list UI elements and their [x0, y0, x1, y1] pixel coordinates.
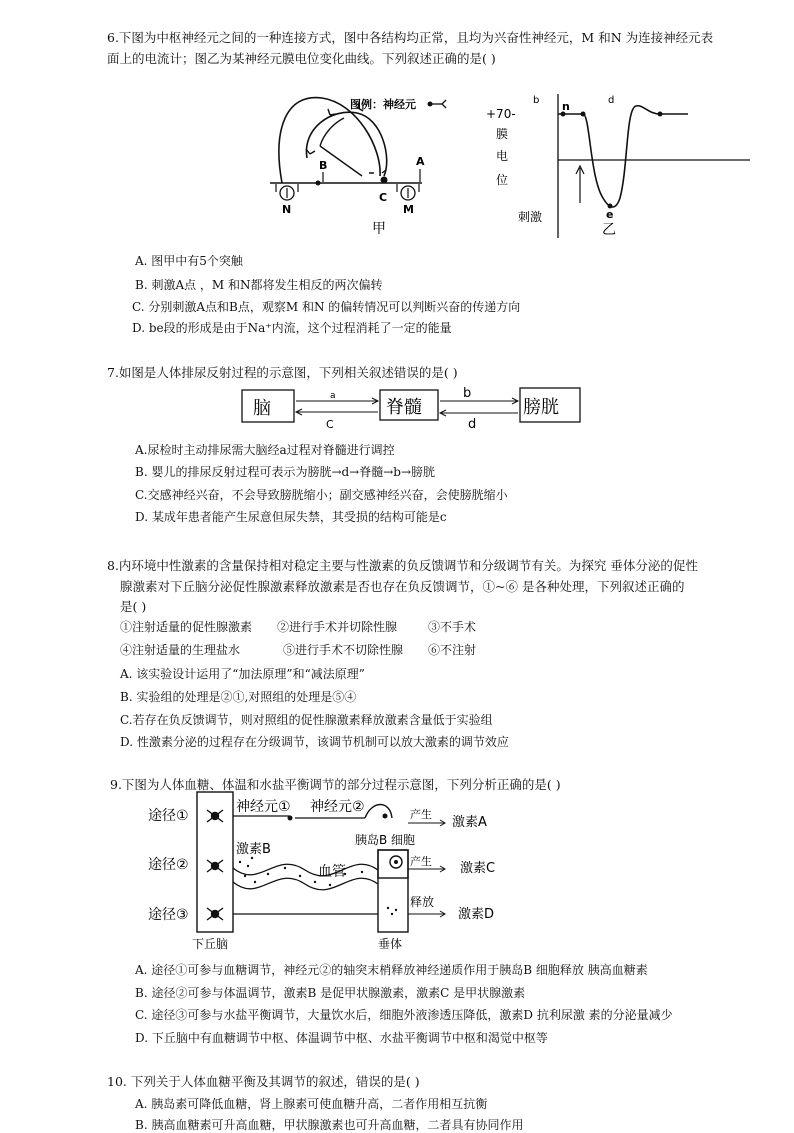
- fig-jia-label-c: C: [379, 191, 388, 204]
- q6-figure-jia: [262, 88, 462, 248]
- q7-box-bladder: 膀胱: [523, 397, 559, 418]
- q9-hormone-b: 激素B: [236, 842, 271, 857]
- q8-treatment-4: ④注射适量的生理盐水: [120, 643, 241, 657]
- neuron-legend-icon: [428, 102, 433, 107]
- q9-option-c[interactable]: C. 途径③可参与水盐平衡调节，大量饮水后，细胞外液渗透压降低，激素D 抗利尿激 素的分泌量减少: [135, 1008, 673, 1022]
- q9-hormone-d: 激素D: [458, 907, 495, 922]
- q9-vessel: 血管: [318, 864, 346, 880]
- fig-yi-ylabel-2: 电: [496, 149, 509, 163]
- q9-neuron-1: 神经元①: [236, 799, 291, 815]
- q9-produce-1: 产生: [410, 808, 432, 821]
- fig-yi-point-b: b: [533, 95, 540, 106]
- fig-jia-label-n: N: [282, 203, 292, 216]
- q7-label-c: C: [326, 418, 334, 431]
- q7-label-d: d: [468, 417, 477, 432]
- q8-stem-line3: 是( ): [120, 599, 147, 614]
- q9-option-b[interactable]: B. 途径②可参与体温调节，激素B 是促甲状腺激素，激素C 是甲状腺激素: [135, 986, 526, 1000]
- fig-jia-label-m: M: [403, 203, 414, 216]
- q10-option-b[interactable]: B. 胰高血糖素可升高血糖，甲状腺激素也可升高血糖，二者具有协同作用: [135, 1118, 524, 1132]
- fig-jia-caption: 甲: [372, 221, 386, 237]
- q7-stem: 7.如图是人体排尿反射过程的示意图，下列相关叙述错误的是( ): [107, 365, 458, 380]
- q8-option-b[interactable]: B. 实验组的处理是②①,对照组的处理是⑤④: [120, 690, 357, 704]
- q8-treatment-6: ⑥不注射: [428, 643, 477, 657]
- q6-option-b[interactable]: B. 刺激A点 ，M 和N都将发生相反的两次偏转: [135, 278, 383, 292]
- q7-option-d[interactable]: D. 某成年患者能产生尿意但尿失禁，其受损的结构可能是c: [135, 510, 447, 524]
- q6-option-d[interactable]: D. be段的形成是由于Na⁺内流，这个过程消耗了一定的能量: [132, 321, 452, 335]
- svg-text:n: n: [562, 100, 570, 113]
- q9-pituitary: 垂体: [378, 937, 403, 951]
- fig-yi-ytick: +70-: [486, 107, 516, 121]
- fig-yi-caption: 乙: [602, 222, 616, 238]
- q9-stem: 9.下图为人体血糖、体温和水盐平衡调节的部分过程示意图，下列分析正确的是( ): [110, 777, 561, 792]
- q7-label-b: b: [463, 386, 472, 401]
- q7-option-a[interactable]: A.尿检时主动排尿需大脑经a过程对脊髓进行调控: [135, 443, 395, 457]
- q9-release: 释放: [410, 895, 435, 909]
- fig-jia-label-b: B: [319, 159, 328, 172]
- q8-option-c[interactable]: C.若存在负反馈调节，则对照组的促性腺激素释放激素含量低于实验组: [120, 713, 493, 727]
- q8-option-a[interactable]: A. 该实验设计运用了“加法原理”和“减法原理”: [120, 667, 365, 681]
- q8-treatment-3: ③不手术: [428, 620, 477, 634]
- q7-option-b[interactable]: B. 婴儿的排尿反射过程可表示为膀胱→d→脊髓→b→膀胱: [135, 465, 436, 479]
- q10-stem: 10. 下列关于人体血糖平衡及其调节的叙述，错误的是( ): [107, 1074, 420, 1089]
- fig-yi-ylabel-1: 膜: [496, 127, 509, 141]
- fig-yi-stim-label: 刺激: [518, 210, 543, 224]
- q9-produce-2: 产生: [410, 855, 432, 868]
- q9-path-3: 途径③: [148, 907, 189, 923]
- q8-treatment-5: ⑤进行手术不切除性腺: [283, 643, 404, 657]
- q9-path-2: 途径②: [148, 857, 189, 873]
- q7-box-brain: 脑: [253, 398, 271, 419]
- q9-neuron-2: 神经元②: [310, 799, 365, 815]
- q9-diagram: [140, 790, 540, 955]
- fig-yi-point-d: d: [608, 95, 615, 106]
- q7-box-spinal: 脊髓: [386, 397, 422, 418]
- q7-diagram: [240, 382, 585, 432]
- q6-figure-yi: [478, 88, 763, 248]
- q9-hypothalamus: 下丘脑: [192, 937, 229, 951]
- q9-islet-label: 胰岛B 细胞: [355, 833, 416, 847]
- q9-option-a[interactable]: A. 途径①可参与血糖调节，神经元②的轴突末梢释放神经递质作用于胰岛B 细胞释放 胰高血糖素: [135, 963, 648, 977]
- q6-stem-line2: 面上的电流计；图乙为某神经元膜电位变化曲线。下列叙述正确的是( ): [107, 51, 496, 66]
- q8-treatment-1: ①注射适量的促性腺激素: [120, 620, 253, 634]
- fig-jia-label-a: A: [416, 155, 425, 168]
- q10-option-a[interactable]: A. 胰岛素可降低血糖，肾上腺素可使血糖升高，二者作用相互抗衡: [135, 1097, 488, 1111]
- fig-yi-ylabel-3: 位: [496, 173, 509, 187]
- q9-option-d[interactable]: D. 下丘脑中有血糖调节中枢、体温调节中枢、水盐平衡调节中枢和渴觉中枢等: [135, 1031, 548, 1045]
- q8-stem-line1: 8.内环境中性激素的含量保持相对稳定主要与性激素的负反馈调节和分级调节有关。为探究 垂体分泌的促性: [107, 558, 698, 573]
- q9-hormone-a: 激素A: [452, 815, 487, 830]
- q8-option-d[interactable]: D. 性激素分泌的过程存在分级调节，该调节机制可以放大激素的调节效应: [120, 735, 509, 749]
- q6-option-c[interactable]: C. 分别刺激A点和B点，观察M 和N 的偏转情况可以判断兴奋的传递方向: [132, 300, 521, 314]
- q6-option-a[interactable]: A. 图甲中有5个突触: [135, 254, 243, 268]
- q9-path-1: 途径①: [148, 808, 189, 824]
- q7-label-a: a: [330, 391, 336, 401]
- q8-stem-line2: 腺激素对下丘脑分泌促性腺激素释放激素是否也存在负反馈调节，①~⑥ 是各种处理，下列叙述正确的: [120, 579, 685, 594]
- fig-jia-legend: 图例：神经元: [350, 98, 416, 111]
- q9-hormone-c: 激素C: [460, 861, 496, 876]
- q6-stem-line1: 6.下图为中枢神经元之间的一种连接方式，图中各结构均正常，且均为兴奋性神经元，M 和N 为连接神经元表: [107, 30, 714, 45]
- q8-treatment-2: ②进行手术并切除性腺: [277, 620, 398, 634]
- fig-yi-point-e: e: [606, 208, 614, 221]
- q7-option-c[interactable]: C.交感神经兴奋，不会导致膀胱缩小；副交感神经兴奋，会使膀胱缩小: [135, 488, 508, 502]
